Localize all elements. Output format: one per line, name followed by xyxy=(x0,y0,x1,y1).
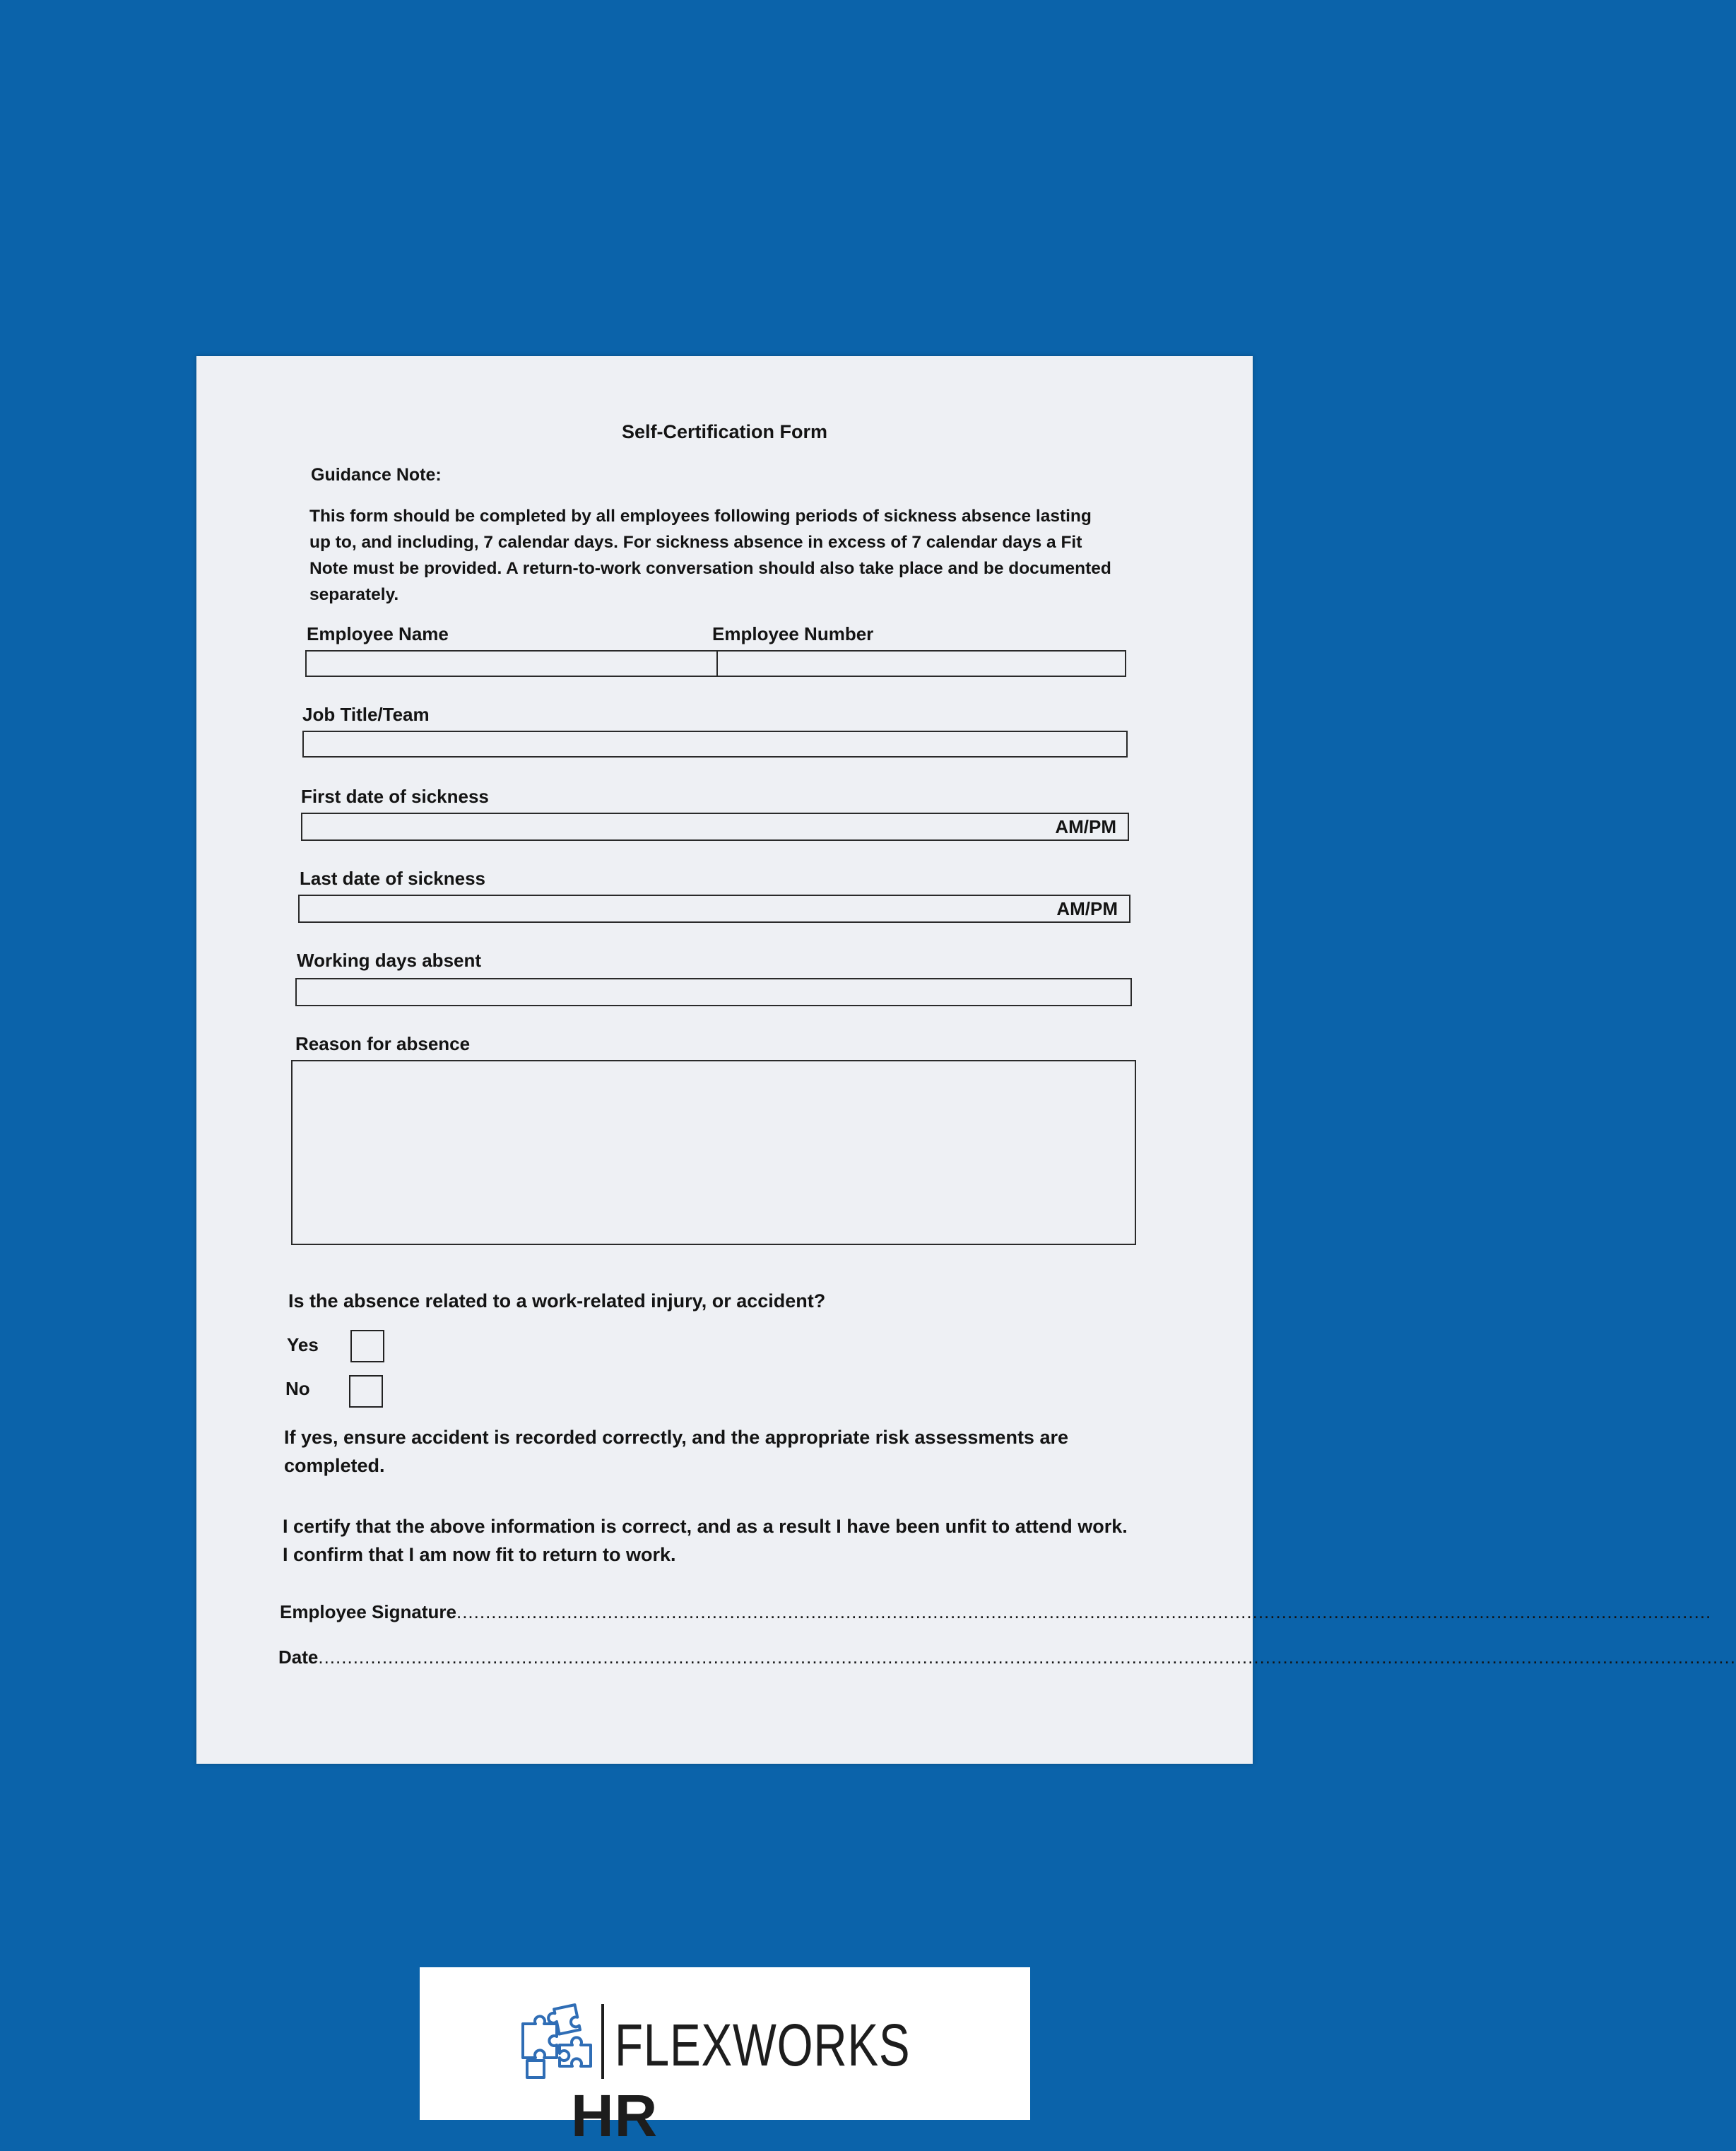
brand-logo-panel xyxy=(420,1967,1030,2149)
employee-number-label: Employee Number xyxy=(712,623,874,644)
if-yes-note: If yes, ensure accident is recorded correctly, and the appropriate risk assessments are completed. xyxy=(284,1427,1068,1476)
paper-form xyxy=(196,356,1736,1764)
first-date-label: First date of sickness xyxy=(301,786,489,807)
signature-dotted-leader: ........................................................................................................................................................................................................................ xyxy=(456,1601,1712,1622)
yes-label: Yes xyxy=(287,1334,319,1355)
brand-name xyxy=(571,2010,1030,2151)
signature-label: Employee Signature xyxy=(280,1601,456,1622)
date-label: Date xyxy=(278,1646,319,1668)
employee-name-number-box[interactable] xyxy=(305,650,1126,677)
brand-name-light: FLEXWORKS xyxy=(615,2012,911,2078)
last-date-field[interactable] xyxy=(298,895,1130,923)
date-dotted-leader: .................................................................................................................................................................................................................................................... xyxy=(318,1646,1736,1668)
box-divider xyxy=(716,652,718,676)
certify-line-1: I certify that the above information is correct, and as a result I have been unfit to attend work. xyxy=(283,1516,1128,1537)
reason-field[interactable] xyxy=(291,1060,1136,1245)
guidance-text: This form should be completed by all employees following periods of sickness absence lasting up to, and including, 7 calendar days. For sickness absence in excess of 7 calendar days a Fit Note must be provided. A return-to-work conversation should also take place and be documented separately. xyxy=(309,507,1111,604)
signature-line[interactable] xyxy=(280,1601,1712,1623)
reason-label: Reason for absence xyxy=(295,1033,471,1054)
first-date-field[interactable] xyxy=(301,813,1129,841)
working-days-label: Working days absent xyxy=(297,950,482,971)
injury-question: Is the absence related to a work-related injury, or accident? xyxy=(288,1290,826,1312)
first-date-ampm: AM/PM xyxy=(1055,816,1116,837)
job-title-field[interactable] xyxy=(302,731,1128,758)
last-date-ampm: AM/PM xyxy=(1056,898,1118,919)
date-line[interactable] xyxy=(278,1646,1736,1668)
logo-divider xyxy=(601,2004,604,2079)
yes-checkbox[interactable] xyxy=(350,1330,384,1362)
employee-name-label: Employee Name xyxy=(307,623,449,644)
puzzle-pieces-icon xyxy=(520,2004,594,2080)
form-title: Self-Certification Form xyxy=(621,421,828,442)
working-days-field[interactable] xyxy=(295,978,1132,1006)
no-label: No xyxy=(285,1378,310,1399)
job-title-label: Job Title/Team xyxy=(302,704,430,725)
no-checkbox[interactable] xyxy=(349,1375,383,1408)
last-date-label: Last date of sickness xyxy=(300,868,485,889)
brand-name-bold: HR xyxy=(571,2082,659,2149)
guidance-label: Guidance Note: xyxy=(311,465,442,485)
certify-line-2: I confirm that I am now fit to return to work. xyxy=(283,1544,676,1565)
